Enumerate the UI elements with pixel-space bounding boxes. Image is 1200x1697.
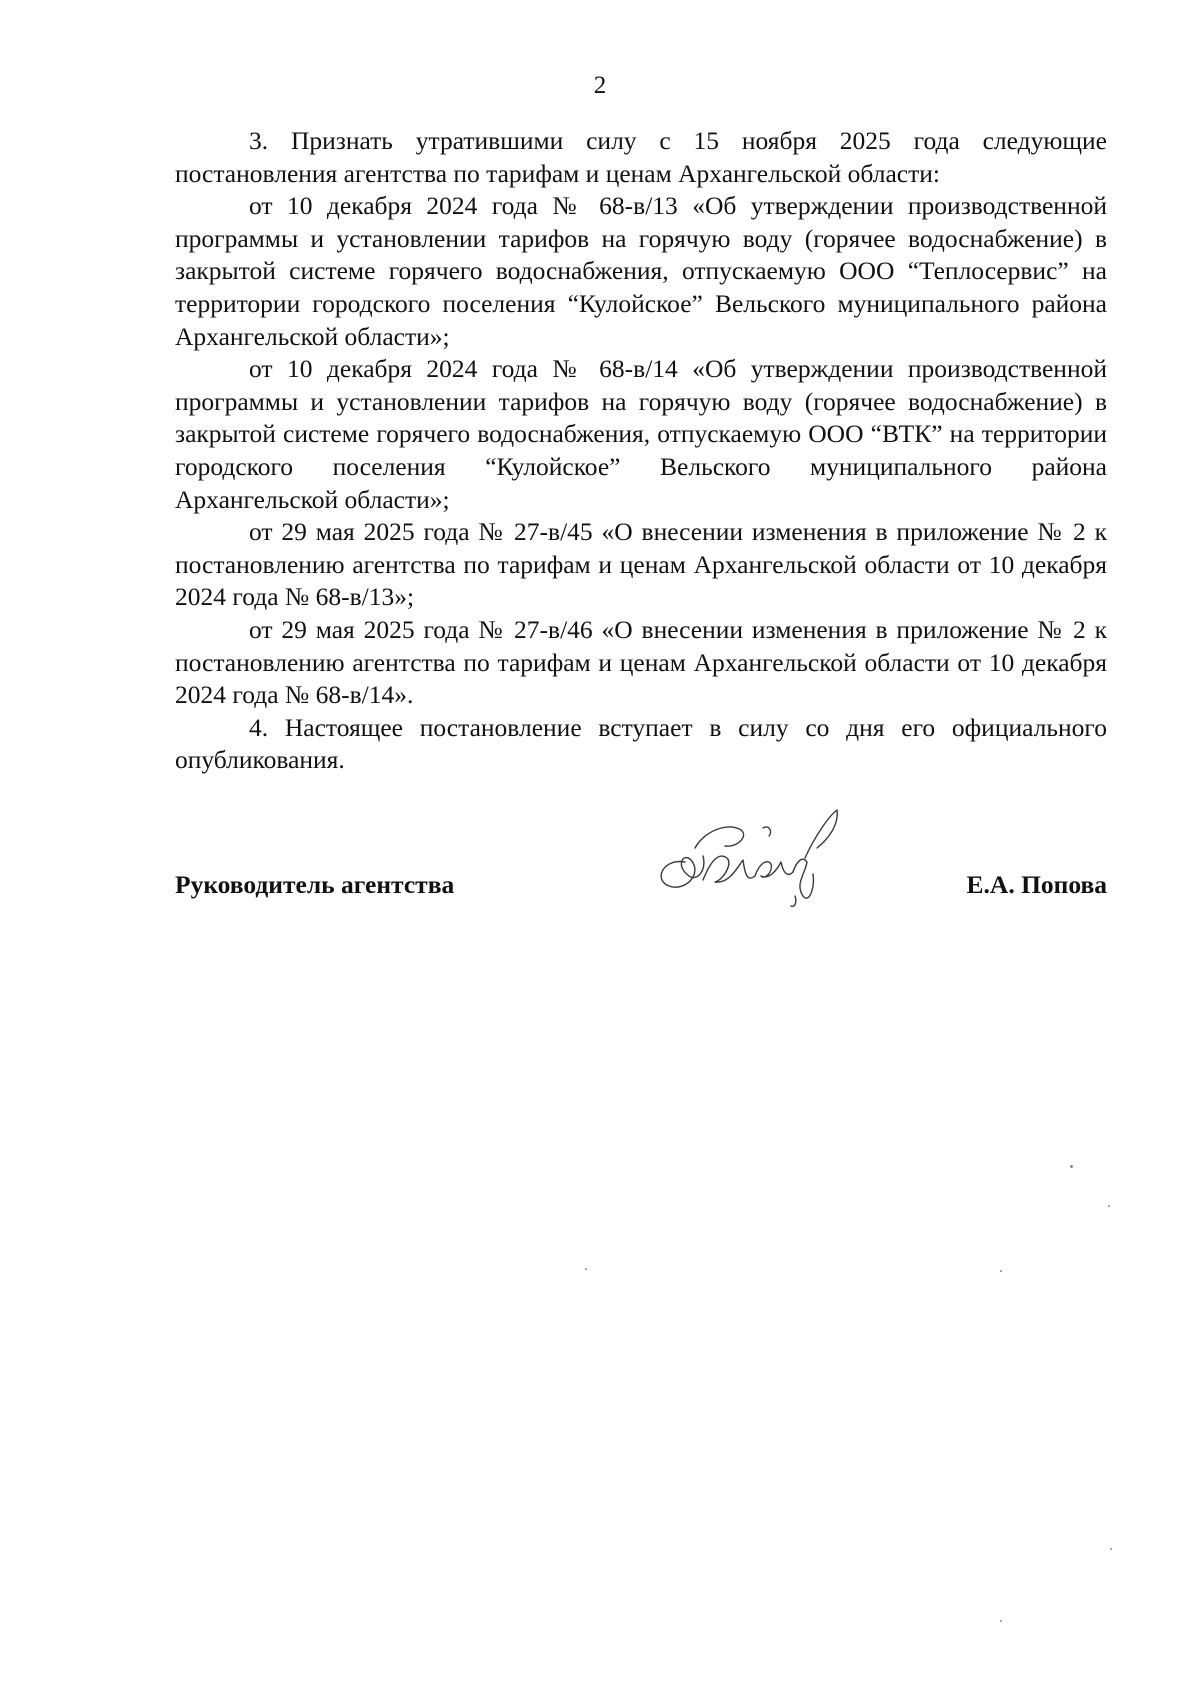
scan-speck <box>1110 1548 1112 1550</box>
paragraph-item-4: 4. Настоящее постановление вступает в силу со дня его официального опубликования. <box>175 712 1107 775</box>
signature-block <box>175 870 1107 910</box>
paragraph-repeal-27-v-45: от 29 мая 2025 года № 27-в/45 «О внесении изменения в приложение № 2 к постановлению агентства по тарифам и ценам Архангельской области от 10 декабря 2024 года № 68-в/13»; <box>175 517 1107 612</box>
paragraph-repeal-68-v-14: от 10 декабря 2024 года № 68-в/14 «Об утверждении производственной программы и установлении тарифов на горячую воду (горячее водоснабжение) в закрытой системе горячего водоснабжения, отпускаемую ООО “ВТК” на территории городского поселения “Кулойское” Вельского муниципального района Архангельской области»; <box>175 354 1107 514</box>
signer-name: Е.А. Попова <box>966 870 1107 899</box>
page-number: 2 <box>593 72 607 99</box>
scan-speck <box>585 1268 587 1270</box>
scan-speck <box>1108 1205 1110 1207</box>
paragraph-item-3: 3. Признать утратившими силу с 15 ноября 2025 года следующие постановления агентства по тарифам и ценам Архангельской области: <box>175 126 1107 188</box>
scan-speck <box>1070 1165 1073 1168</box>
document-body <box>175 125 1107 777</box>
scan-speck <box>1000 1270 1002 1272</box>
scan-speck <box>1000 1620 1002 1622</box>
paragraph-repeal-27-v-46: от 29 мая 2025 года № 27-в/46 «О внесении изменения в приложение № 2 к постановлению агентства по тарифам и ценам Архангельской области от 10 декабря 2024 года № 68-в/14». <box>175 614 1107 710</box>
signer-title: Руководитель агентства <box>175 870 455 899</box>
paragraph-repeal-68-v-13: от 10 декабря 2024 года № 68-в/13 «Об утверждении производственной программы и установлении тарифов на горячую воду (горячее водоснабжение) в закрытой системе горячего водоснабжения, отпускаемую ООО “Теплосервис” на территории городского поселения “Кулойское” Вельского муниципального района Архангельской области»; <box>175 191 1107 351</box>
